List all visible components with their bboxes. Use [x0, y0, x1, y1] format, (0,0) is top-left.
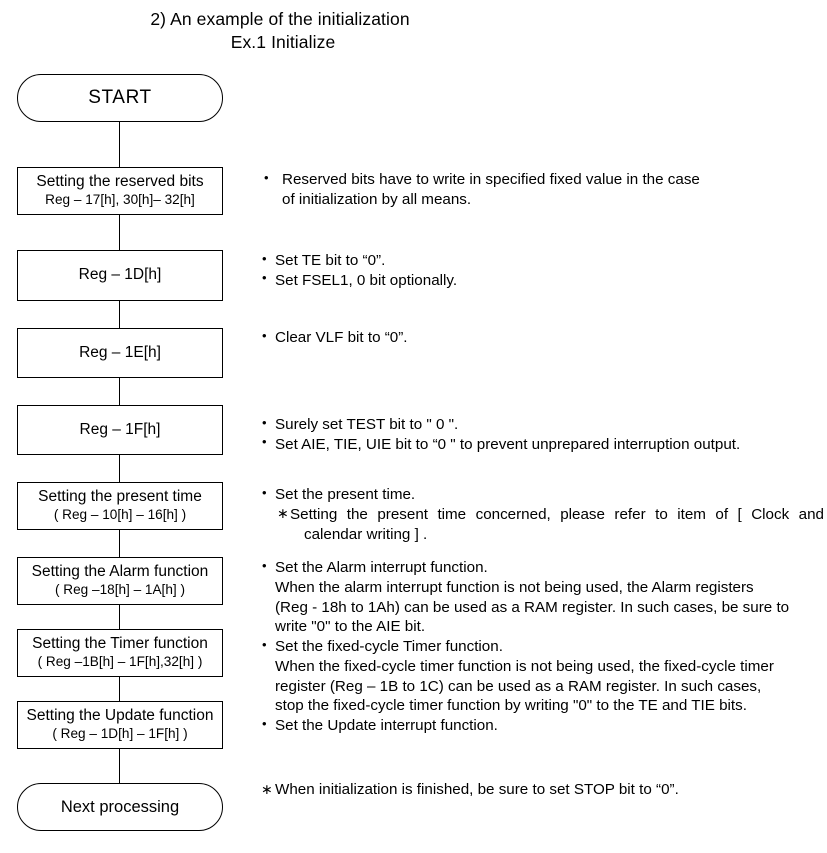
- annotation-alarm-bullet: [262, 558, 824, 578]
- flow-node-present-time-registers: ( Reg – 10[h] – 16[h] ): [53, 507, 187, 523]
- connector-alarm-to-timer: [119, 605, 120, 629]
- annotation-update-bullet: [262, 716, 824, 736]
- annotation-reg-1f-bullet-1: [262, 415, 822, 435]
- flow-node-timer-function[interactable]: [17, 629, 223, 677]
- bullet-icon: •: [262, 327, 267, 343]
- annotation-timer-cont-2: register (Reg – 1B to 1C) can be used as a RAM register. In such cases,: [275, 677, 762, 695]
- annotation-reg-1e: [262, 328, 807, 348]
- annotation-footer-note: [261, 780, 821, 800]
- bullet-icon: •: [264, 169, 269, 185]
- annotation-reserved-bits: [264, 170, 809, 210]
- flow-node-timer-function-registers: ( Reg –1B[h] – 1F[h],32[h] ): [37, 654, 203, 670]
- bullet-icon: •: [262, 250, 267, 266]
- bullet-icon: •: [262, 434, 267, 450]
- flow-node-reserved-bits-label: Setting the reserved bits: [36, 173, 204, 191]
- bullet-icon: •: [262, 557, 267, 573]
- flow-node-reserved-bits[interactable]: [17, 167, 223, 215]
- connector-start-to-reserved-bits: [119, 122, 120, 167]
- title-line-1: 2) An example of the initialization: [150, 9, 410, 29]
- flow-node-reg-1e[interactable]: [17, 328, 223, 378]
- flow-node-update-function[interactable]: [17, 701, 223, 749]
- annotation-reserved-bits-bullet-1-line-2: of initialization by all means.: [282, 190, 472, 208]
- flow-node-start-label: START: [88, 87, 152, 109]
- flow-node-present-time[interactable]: [17, 482, 223, 530]
- annotation-reg-1e-bullet-1: [262, 328, 807, 348]
- bullet-icon: •: [262, 484, 267, 500]
- annotation-footer-note-row: [261, 780, 821, 800]
- flow-node-next-processing-label: Next processing: [60, 797, 180, 816]
- annotation-reserved-bits-bullet-1-line-1: Reserved bits have to write in specified fixed value in the case: [282, 171, 700, 188]
- annotation-timer-cont-3: stop the fixed-cycle timer function by writing "0" to the TE and TIE bits.: [275, 697, 747, 715]
- annotation-timer-cont-1: When the fixed-cycle timer function is not being used, the fixed-cycle timer: [275, 657, 774, 675]
- annotation-reg-1d-bullet-1: [262, 251, 807, 271]
- connector-present-time-to-alarm: [119, 530, 120, 557]
- flow-node-reg-1d[interactable]: [17, 250, 223, 301]
- flow-node-reg-1f-label: Reg – 1F[h]: [79, 420, 161, 438]
- annotation-reg-1d-bullet-2: [262, 271, 807, 291]
- annotation-reg-1e-bullet-1-text: Clear VLF bit to “0”.: [275, 329, 408, 346]
- flow-node-reg-1d-label: Reg – 1D[h]: [78, 266, 162, 284]
- flow-node-alarm-function[interactable]: [17, 557, 223, 605]
- flow-node-reg-1e-label: Reg – 1E[h]: [79, 343, 161, 361]
- connector-update-to-next-processing: [119, 749, 120, 783]
- annotation-alarm-cont-2: (Reg - 18h to 1Ah) can be used as a RAM register. In such cases, be sure to: [275, 598, 790, 616]
- annotation-present-time-note: [262, 505, 824, 525]
- flow-node-update-function-label: Setting the Update function: [26, 707, 214, 725]
- title-line-2: Ex.1 Initialize: [230, 32, 336, 53]
- annotation-timer-bullet-text: Set the fixed-cycle Timer function.: [275, 638, 503, 655]
- asterisk-icon: ∗: [261, 781, 273, 797]
- connector-reg1d-to-reg1e: [119, 301, 120, 328]
- connector-reserved-bits-to-reg1d: [119, 215, 120, 250]
- flow-node-timer-function-label: Setting the Timer function: [32, 635, 208, 653]
- bullet-icon: •: [262, 636, 267, 652]
- annotation-reg-1d-bullet-1-text: Set TE bit to “0”.: [275, 252, 386, 269]
- annotation-timer-bullet: [262, 637, 824, 657]
- flow-node-alarm-function-registers: ( Reg –18[h] – 1A[h] ): [55, 582, 185, 598]
- annotation-alarm-cont-1: When the alarm interrupt function is not being used, the Alarm registers: [275, 578, 754, 596]
- annotation-present-time-note-line-2: calendar writing ] .: [304, 525, 428, 543]
- bullet-icon: •: [262, 414, 267, 430]
- annotation-reg-1f-bullet-2: [262, 435, 822, 455]
- annotation-reserved-bits-bullet-1: [264, 170, 809, 190]
- connector-reg1e-to-reg1f: [119, 378, 120, 405]
- annotation-reg-1d: [262, 251, 807, 291]
- annotation-update-bullet-text: Set the Update interrupt function.: [275, 717, 498, 734]
- flow-node-start[interactable]: [17, 74, 223, 122]
- annotation-present-time-bullet-1-text: Set the present time.: [275, 486, 416, 503]
- annotation-alarm-bullet-text: Set the Alarm interrupt function.: [275, 559, 488, 576]
- bullet-icon: •: [262, 270, 267, 286]
- annotation-reg-1f-bullet-1-text: Surely set TEST bit to " 0 ".: [275, 416, 459, 433]
- connector-reg1f-to-present-time: [119, 455, 120, 482]
- flow-node-update-function-registers: ( Reg – 1D[h] – 1F[h] ): [52, 726, 188, 742]
- bullet-icon: •: [262, 715, 267, 731]
- flow-node-reserved-bits-registers: Reg – 17[h], 30[h]– 32[h]: [45, 192, 195, 208]
- annotation-footer-note-text: When initialization is finished, be sure to set STOP bit to “0”.: [275, 781, 679, 798]
- annotation-reg-1f: [262, 415, 822, 455]
- annotation-present-time-note-line-1: Setting the present time concerned, please refer to item of [ Clock and: [290, 505, 824, 523]
- connector-timer-to-update: [119, 677, 120, 701]
- flow-node-reg-1f[interactable]: [17, 405, 223, 455]
- flow-node-alarm-function-label: Setting the Alarm function: [31, 563, 209, 581]
- annotation-reg-1d-bullet-2-text: Set FSEL1, 0 bit optionally.: [275, 271, 458, 289]
- page-title: [0, 8, 560, 54]
- annotation-present-time: [262, 485, 824, 544]
- annotation-reg-1f-bullet-2-text: Set AIE, TIE, UIE bit to “0 " to prevent unprepared interruption output.: [275, 435, 741, 453]
- annotation-alarm-timer-update: [262, 558, 824, 736]
- annotation-alarm-cont-3: write "0" to the AIE bit.: [275, 618, 426, 636]
- annotation-present-time-bullet-1: [262, 485, 824, 505]
- flow-node-present-time-label: Setting the present time: [38, 488, 202, 506]
- flow-node-next-processing[interactable]: [17, 783, 223, 831]
- asterisk-icon: ∗: [277, 504, 289, 521]
